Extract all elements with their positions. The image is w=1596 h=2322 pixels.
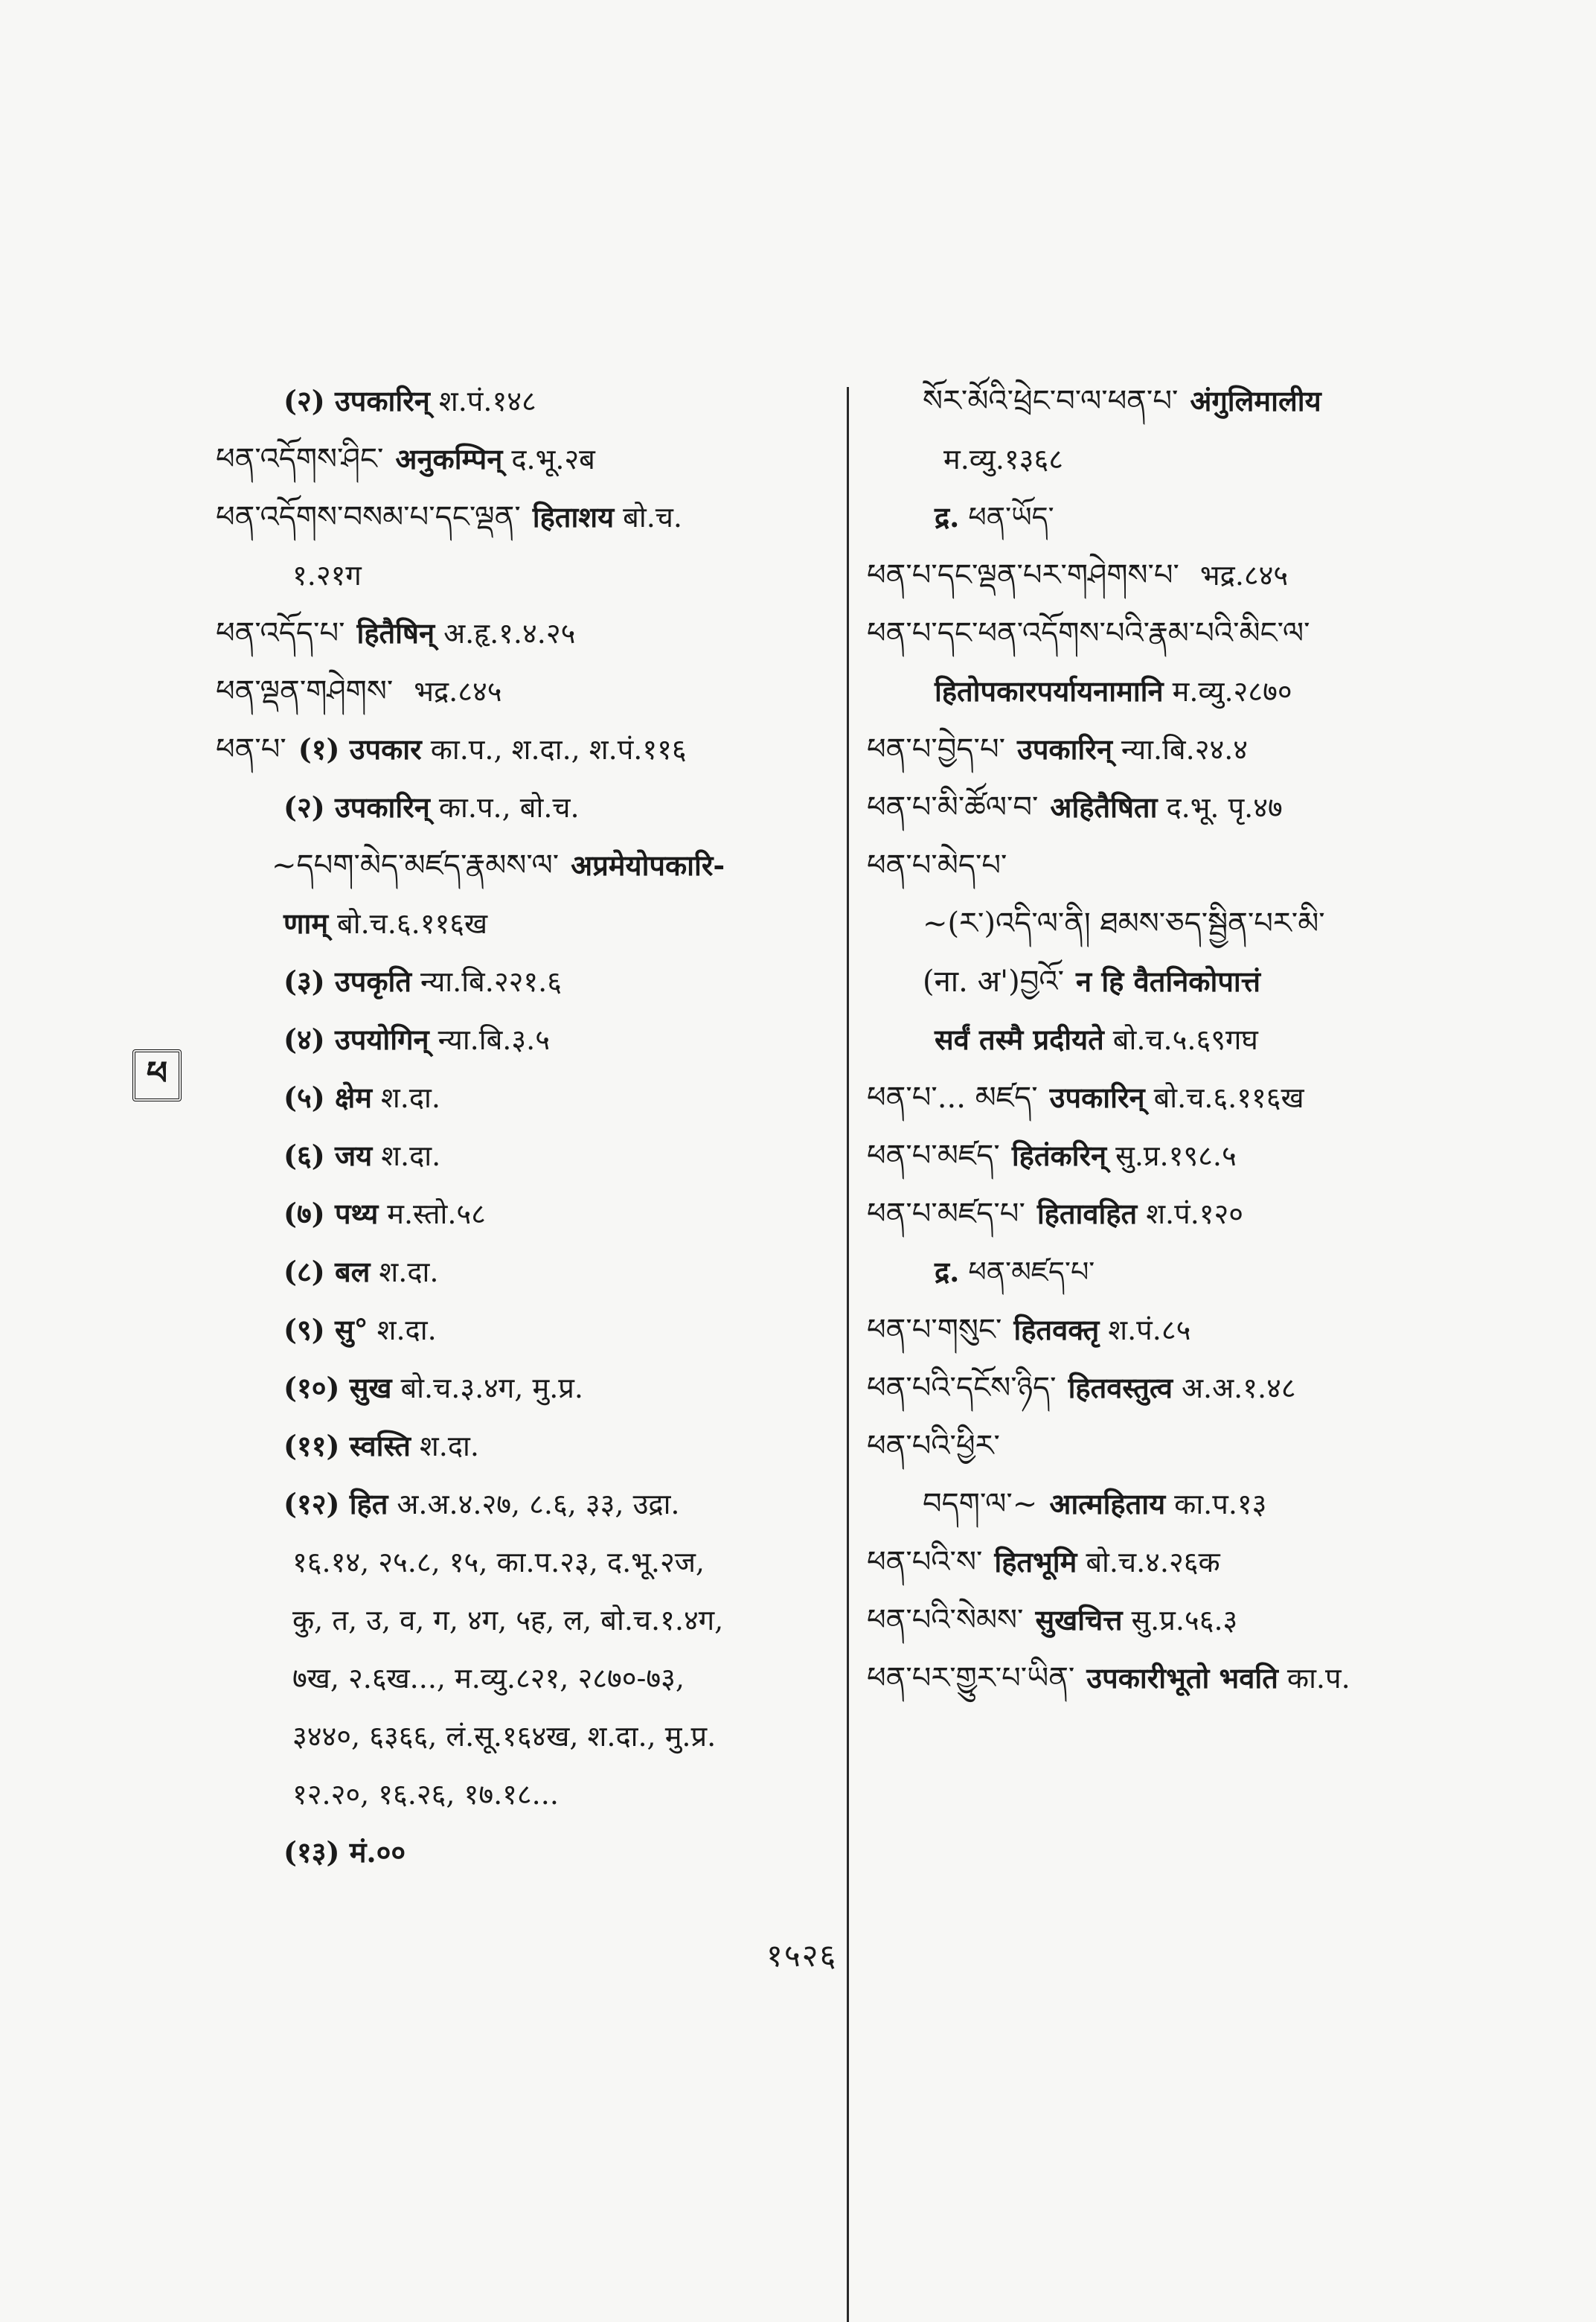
dictionary-entry-line: [867, 953, 1477, 1011]
dictionary-entry-line: [216, 1417, 841, 1475]
source-reference: का.प.: [1286, 1662, 1350, 1695]
source-reference: बो.च.४.२६क: [1086, 1546, 1220, 1579]
sanskrit-equivalent: अनुकम्पिन्: [395, 442, 503, 476]
sanskrit-equivalent: अंगुलिमालीय: [1190, 384, 1321, 418]
dictionary-entry-line: [867, 1591, 1477, 1649]
tibetan-headword: སོར་མོའི་ཕྲེང་བ་ལ་ཕན་པ་: [923, 384, 1179, 418]
source-reference: श.पं.१४८: [438, 385, 536, 418]
source-reference: म.व्यु.१३६८: [943, 443, 1063, 476]
sanskrit-equivalent: सर्वं तस्मै प्रदीयते: [935, 1023, 1104, 1056]
source-reference: श.दा.: [376, 1314, 437, 1346]
sanskrit-equivalent: उपकारीभूतो भवति: [1086, 1661, 1278, 1695]
dictionary-entry-line: [867, 1417, 1477, 1475]
dictionary-entry-line: [216, 1823, 841, 1881]
source-reference: न्या.बि.२२१.६: [420, 965, 562, 998]
sanskrit-equivalent: द्र.: [935, 500, 960, 534]
sanskrit-equivalent: हितैषिन्: [356, 616, 435, 650]
tibetan-headword: ཕན་པའི་ཕྱིར་: [867, 1429, 1000, 1463]
dictionary-entry-line: [216, 1243, 841, 1301]
page-number: १५२६: [766, 1937, 838, 1974]
source-reference: अ.अ.४.२७, ८.६, ३३, उद्रा.: [397, 1488, 680, 1520]
tibetan-headword: ཕན་པ་མཛད་: [867, 1139, 1000, 1173]
tibetan-headword: ཕན་པ་དང་ཕན་འདོགས་པའི་རྣམ་པའི་མིང་ལ་: [867, 616, 1310, 650]
source-reference: अ.हृ.१.४.२५: [443, 617, 576, 650]
dictionary-entry-line: [867, 1301, 1477, 1359]
tibetan-headword: ཕན་པའི་སེམས་: [867, 1603, 1024, 1637]
sanskrit-equivalent: (९) सु°: [283, 1313, 368, 1346]
tibetan-headword: བདག་ལ་~: [923, 1487, 1038, 1521]
source-reference: ཕན་ཡོད་: [968, 501, 1054, 534]
section-letter-mark: ཕ: [132, 1049, 182, 1101]
sanskrit-equivalent: हितभूमि: [994, 1545, 1077, 1579]
source-reference: का.प., बो.च.: [438, 791, 580, 824]
source-reference: ३४४०, ६३६६, लं.सू.१६४ख, श.दा., मु.प्र.: [292, 1720, 717, 1753]
sanskrit-equivalent: (४) उपयोगिन्: [283, 1023, 429, 1056]
tibetan-headword: ~དཔག་མེད་མཛད་རྣམས་ལ་: [272, 848, 560, 883]
tibetan-headword: ཕན་པའི་དངོས་ཉིད་: [867, 1371, 1057, 1405]
source-reference: बो.च.६.११६ख: [337, 907, 488, 940]
source-reference: श.दा.: [379, 1256, 439, 1288]
sanskrit-equivalent: णाम्: [283, 906, 329, 940]
source-reference: श.दा.: [419, 1430, 479, 1462]
source-reference: बो.च.६.११६ख: [1153, 1081, 1304, 1114]
tibetan-headword: ཕན་འདོགས་ཤིང་: [216, 442, 384, 476]
source-reference: श.पं.१२०: [1146, 1197, 1244, 1230]
dictionary-entry-line: [867, 1475, 1477, 1533]
source-reference: अ.अ.१.४८: [1182, 1372, 1296, 1404]
sanskrit-equivalent: (२) उपकारिन्: [283, 790, 430, 824]
dictionary-entry-line: [867, 837, 1477, 895]
sanskrit-equivalent: (२) उपकारिन्: [283, 384, 430, 418]
dictionary-entry-line: [867, 1359, 1477, 1417]
sanskrit-equivalent: (८) बल: [283, 1255, 371, 1288]
dictionary-entry-line: [867, 1649, 1477, 1707]
sanskrit-equivalent: (१०) सुख: [283, 1371, 392, 1404]
dictionary-entry-line: [216, 430, 841, 488]
source-reference: म.व्यु.२८७०: [1172, 675, 1292, 708]
source-reference: का.प.१३: [1174, 1488, 1267, 1520]
dictionary-entry-line: [216, 1127, 841, 1185]
dictionary-entry-line: [867, 488, 1477, 546]
source-reference: ཕན་མཛད་པ་: [968, 1256, 1095, 1288]
source-reference: न्या.बि.३.५: [438, 1023, 550, 1056]
sanskrit-equivalent: (३) उपकृति: [283, 965, 412, 998]
source-reference: बो.च.५.६९गघ: [1112, 1023, 1258, 1056]
source-reference: सु.प्र.१९८.५: [1115, 1139, 1237, 1172]
source-reference: १२.२०, १६.२६, १७.१८...: [292, 1778, 559, 1811]
sanskrit-equivalent: (१३) मं.००: [283, 1835, 406, 1869]
dictionary-entry-line: [216, 1591, 841, 1649]
tibetan-headword: ཕན་པ་མཛད་པ་: [867, 1197, 1025, 1231]
dictionary-entry-line: [216, 604, 841, 662]
dictionary-entry-line: [216, 895, 841, 953]
dictionary-entry-line: [867, 778, 1477, 837]
dictionary-entry-line: [867, 720, 1477, 778]
dictionary-entry-line: [867, 1243, 1477, 1301]
sanskrit-equivalent: आत्महिताय: [1049, 1487, 1166, 1520]
sanskrit-equivalent: हितवक्तृ: [1013, 1313, 1100, 1346]
tibetan-headword: ཕན་པ་མེད་པ་: [867, 848, 1007, 883]
sanskrit-equivalent: हितावहित: [1036, 1197, 1138, 1230]
source-reference: कु, त, उ, व, ग, ४ग, ५ह, ल, बो.च.१.४ग,: [292, 1604, 724, 1637]
dictionary-entry-line: [867, 372, 1477, 430]
dictionary-entry-line: [867, 1185, 1477, 1243]
column-divider: [847, 387, 849, 2322]
dictionary-entry-line: [216, 372, 841, 430]
source-reference: १.२१ग: [292, 559, 362, 592]
sanskrit-equivalent: (१२) हित: [283, 1487, 388, 1520]
sanskrit-equivalent: द्र.: [935, 1255, 960, 1288]
tibetan-headword: ཕན་པ་... མཛད་: [867, 1081, 1038, 1115]
dictionary-entry-line: [216, 1649, 841, 1707]
dictionary-entry-line: [216, 662, 841, 720]
source-reference: द.भू.२ब: [511, 443, 595, 476]
dictionary-entry-line: [867, 430, 1477, 488]
tibetan-headword: ~(ར་)འདི་ལ་ནི། ཐམས་ཅད་སྦྱིན་པར་མི་: [923, 906, 1325, 941]
source-reference: द.भू. पृ.४७: [1166, 791, 1283, 824]
sanskrit-equivalent: (११) स्वस्ति: [283, 1429, 411, 1462]
tibetan-headword: ཕན་པ་དང་ལྡན་པར་གཤེགས་པ་: [867, 558, 1179, 592]
sanskrit-equivalent: उपकारिन्: [1017, 732, 1112, 766]
dictionary-entry-line: [216, 720, 841, 778]
source-reference: १६.१४, २५.८, १५, का.प.२३, द.भू.२ज,: [292, 1546, 705, 1579]
sanskrit-equivalent: (१) उपकार: [298, 732, 422, 766]
tibetan-headword: ཕན་པ་མི་ཚོལ་བ་: [867, 790, 1039, 825]
source-reference: का.प., श.दा., श.पं.११६: [430, 733, 687, 766]
sanskrit-equivalent: हितोपकारपर्यायनामानि: [935, 674, 1164, 708]
sanskrit-equivalent: सुखचित्त: [1035, 1603, 1123, 1637]
sanskrit-equivalent: उपकारिन्: [1049, 1081, 1145, 1114]
dictionary-entry-line: [867, 895, 1477, 953]
source-reference: ७ख, २.६ख..., म.व्यु.८२१, २८७०-७३,: [292, 1662, 685, 1695]
source-reference: बो.च.: [623, 501, 683, 534]
source-reference: श.दा.: [380, 1081, 440, 1114]
tibetan-headword: (ना. अ')བྱའོ་: [923, 965, 1064, 999]
tibetan-headword: ཕན་པ་: [216, 732, 286, 767]
dictionary-entry-line: [216, 778, 841, 837]
tibetan-headword: ཕན་པའི་ས་: [867, 1545, 983, 1579]
tibetan-headword: ཕན་པ་གསུང་: [867, 1313, 1002, 1347]
source-reference: सु.प्र.५६.३: [1131, 1604, 1238, 1637]
sanskrit-equivalent: अहितैषिता: [1050, 790, 1158, 824]
dictionary-entry-line: [867, 1069, 1477, 1127]
dictionary-entry-line: [216, 1707, 841, 1765]
dictionary-entry-line: [216, 1185, 841, 1243]
source-reference: न्या.बि.२४.४: [1121, 733, 1249, 766]
sanskrit-equivalent: हितवस्तुत्व: [1068, 1371, 1173, 1404]
sanskrit-equivalent: अप्रमेयोपकारि-: [571, 848, 725, 882]
right-column: [867, 372, 1477, 1707]
dictionary-entry-line: [216, 1475, 841, 1533]
dictionary-entry-line: [867, 546, 1477, 604]
dictionary-entry-line: [216, 546, 841, 604]
tibetan-headword: ཕན་ལྡན་གཤེགས་: [216, 674, 394, 709]
source-reference: भद्र.८४५: [414, 675, 502, 708]
sanskrit-equivalent: हितंकरिन्: [1011, 1139, 1107, 1172]
sanskrit-equivalent: हिताशय: [532, 500, 615, 534]
dictionary-entry-line: [216, 953, 841, 1011]
source-reference: श.पं.८५: [1108, 1314, 1191, 1346]
dictionary-entry-line: [216, 1765, 841, 1823]
sanskrit-equivalent: (७) पथ्य: [283, 1197, 379, 1230]
dictionary-entry-line: [216, 1533, 841, 1591]
sanskrit-equivalent: (६) जय: [283, 1139, 373, 1172]
tibetan-headword: ཕན་པར་གྱུར་པ་ཡིན་: [867, 1661, 1075, 1695]
dictionary-entry-line: [867, 1533, 1477, 1591]
dictionary-entry-line: [216, 1301, 841, 1359]
dictionary-entry-line: [216, 1359, 841, 1417]
source-reference: बो.च.३.४ग, मु.प्र.: [400, 1372, 583, 1404]
dictionary-entry-line: [867, 662, 1477, 720]
tibetan-headword: ཕན་འདོད་པ་: [216, 616, 345, 650]
dictionary-entry-line: [867, 604, 1477, 662]
tibetan-headword: ཕན་འདོགས་བསམ་པ་དང་ལྡན་: [216, 500, 521, 534]
left-column: [216, 372, 841, 1881]
sanskrit-equivalent: न हि वैतनिकोपात्तं: [1076, 965, 1260, 998]
sanskrit-equivalent: (५) क्षेम: [283, 1081, 372, 1114]
dictionary-entry-line: [867, 1011, 1477, 1069]
dictionary-entry-line: [216, 488, 841, 546]
source-reference: श.दा.: [381, 1139, 441, 1172]
tibetan-headword: ཕན་པ་བྱེད་པ་: [867, 732, 1005, 767]
source-reference: भद्र.८४५: [1199, 559, 1289, 592]
dictionary-entry-line: [216, 1069, 841, 1127]
dictionary-entry-line: [867, 1127, 1477, 1185]
source-reference: म.स्तो.५८: [387, 1197, 486, 1230]
dictionary-entry-line: [216, 1011, 841, 1069]
dictionary-entry-line: [216, 837, 841, 895]
